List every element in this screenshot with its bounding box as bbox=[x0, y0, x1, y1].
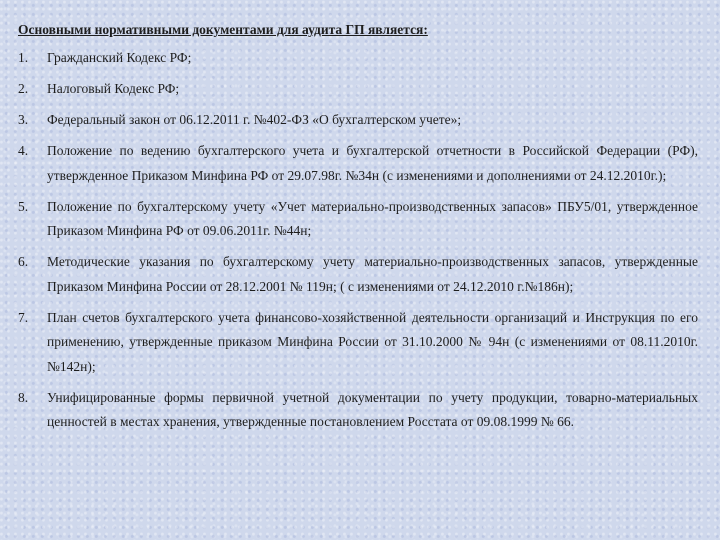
list-item-text: Унифицированные формы первичной учетной документации по учету продукции, товарно-материальных ценностей в местах хранения, утвержденные постановлением Росстата от 09.08.1999 № 66. bbox=[47, 389, 698, 429]
list-item-text: Федеральный закон от 06.12.2011 г. №402-ФЗ «О бухгалтерском учете»; bbox=[47, 112, 462, 127]
list-item bbox=[18, 306, 698, 380]
list-item-number: 1. bbox=[18, 50, 29, 65]
list-item-number: 6. bbox=[18, 254, 29, 269]
list-item bbox=[18, 250, 698, 299]
list-item-text: Положение по ведению бухгалтерского учета и бухгалтерской отчетности в Российской Федерации (РФ), утвержденное Приказом Минфина РФ от 29.07.98г. №34н (с изменениями и дополнениями от 24.12.2010г.); bbox=[47, 143, 698, 183]
list-item-number: 7. bbox=[18, 309, 29, 325]
list-item-number: 3. bbox=[18, 112, 29, 127]
list-item bbox=[18, 108, 698, 133]
list-item-number: 5. bbox=[18, 198, 29, 214]
list-item-text: План счетов бухгалтерского учета финансово-хозяйственной деятельности организаций и Инструкция по его применению, утвержденные приказом Минфина России от 31.10.2000 № 94н (с изменениями от 08.11.2010г. №142н); bbox=[47, 309, 698, 374]
list-item bbox=[18, 46, 698, 71]
list-item-text: Налоговый Кодекс РФ; bbox=[47, 81, 180, 96]
list-item-text: Методические указания по бухгалтерскому учету материально-производственных запасов, утвержденные Приказом Минфина России от 28.12.2001 № 119н; ( с изменениями от 24.12.2010 г.№186н); bbox=[47, 254, 698, 294]
slide-heading: Основными нормативными документами для аудита ГП является: bbox=[18, 22, 428, 37]
list-item bbox=[18, 195, 698, 244]
list-item-text: Гражданский Кодекс РФ; bbox=[47, 50, 192, 65]
documents-list bbox=[18, 46, 698, 441]
list-item bbox=[18, 139, 698, 188]
list-item-text: Положение по бухгалтерскому учету «Учет материально-производственных запасов» ПБУ5/01, утвержденное Приказом Минфина РФ от 09.06.2011г. №44н; bbox=[47, 198, 698, 238]
list-item bbox=[18, 77, 698, 102]
list-item bbox=[18, 386, 698, 435]
list-item-number: 8. bbox=[18, 389, 29, 405]
list-item-number: 4. bbox=[18, 143, 29, 158]
list-item-number: 2. bbox=[18, 81, 29, 96]
